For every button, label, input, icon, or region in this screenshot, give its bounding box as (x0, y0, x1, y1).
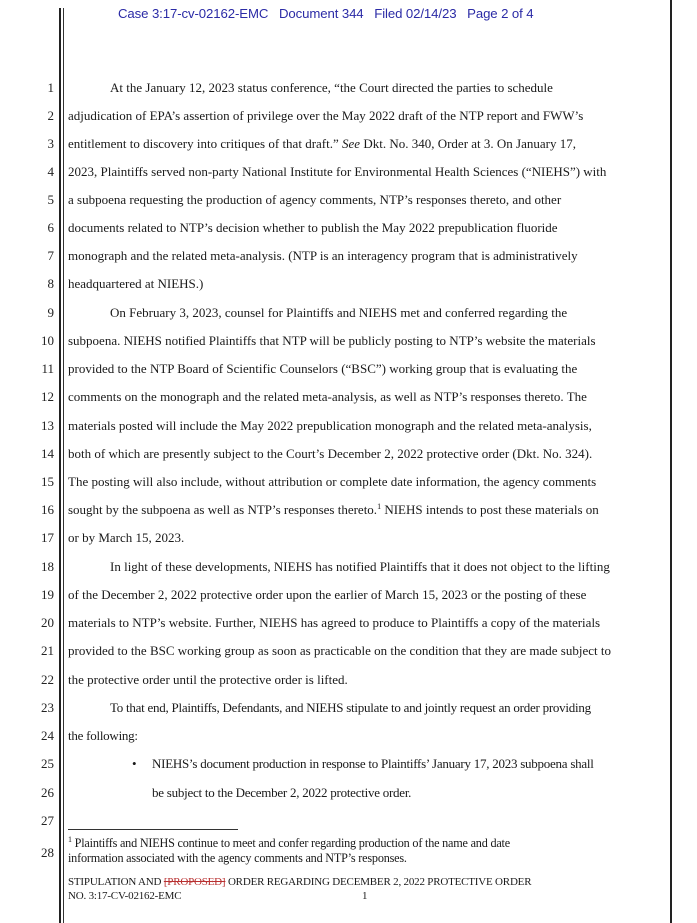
line-number: 4 (47, 164, 54, 179)
line-number: 21 (41, 643, 54, 658)
line-number: 25 (41, 756, 54, 771)
body-line: the protective order until the protective order is lifted. (68, 672, 348, 687)
footer-page-number: 1 (362, 890, 368, 902)
body-line: documents related to NTP’s decision whether to publish the May 2022 prepublication fluoride (68, 220, 558, 235)
line-number: 8 (47, 276, 54, 291)
line-number: 2 (47, 108, 54, 123)
body-line: On February 3, 2023, counsel for Plaintiffs and NIEHS met and conferred regarding the (110, 305, 568, 320)
filed-date: Filed 02/14/23 (374, 6, 457, 21)
body-line: comments on the monograph and the related meta-analysis, as well as NTP’s responses thereto. The (68, 389, 587, 404)
body-line: To that end, Plaintiffs, Defendants, and NIEHS stipulate to and jointly request an order providing (110, 700, 591, 715)
line-number: 10 (41, 333, 54, 348)
case-number: Case 3:17-cv-02162-EMC (118, 6, 269, 21)
right-margin-rule (670, 0, 672, 923)
bullet-icon: • (132, 756, 137, 771)
body-line: materials posted will include the May 2022 prepublication monograph and the related meta-analysis, (68, 418, 592, 433)
bullet-item-line: NIEHS’s document production in response to Plaintiffs’ January 17, 2023 subpoena shall (152, 756, 594, 771)
line-number: 24 (41, 728, 54, 743)
body-line: of the December 2, 2022 protective order upon the earlier of March 15, 2023 or the posting of these (68, 587, 587, 602)
footnote-text: Plaintiffs and NIEHS continue to meet and confer regarding production of the name and date (71, 836, 510, 850)
line-number: 22 (41, 672, 54, 687)
footer-title-text: ORDER REGARDING DECEMBER 2, 2022 PROTECTIVE ORDER (225, 876, 532, 888)
body-line: monograph and the related meta-analysis. (NTP is an interagency program that is administratively (68, 248, 578, 263)
line-number: 1 (47, 80, 54, 95)
page-indicator: Page 2 of 4 (467, 6, 534, 21)
bullet-item-line: be subject to the December 2, 2022 protective order. (152, 785, 412, 800)
footer-title-text: STIPULATION AND (68, 876, 164, 888)
body-line: At the January 12, 2023 status conference, “the Court directed the parties to schedule (110, 80, 553, 95)
footer-case-number: NO. 3:17-CV-02162-EMC (68, 890, 182, 902)
line-number: 28 (41, 845, 54, 860)
body-line: The posting will also include, without attribution or complete date information, the agency comments (68, 474, 597, 489)
citation-signal: See (342, 136, 361, 151)
line-number: 14 (41, 446, 54, 461)
line-number: 17 (41, 530, 54, 545)
line-number: 19 (41, 587, 54, 602)
line-number: 13 (41, 418, 54, 433)
line-number: 11 (41, 361, 54, 376)
line-number: 26 (41, 785, 54, 800)
body-line: adjudication of EPA’s assertion of privilege over the May 2022 draft of the NTP report and FWW’s (68, 108, 584, 123)
footnote-marker: 1 (68, 835, 72, 844)
footnote-line (68, 835, 510, 851)
body-text: NIEHS intends to post these materials on (381, 502, 599, 517)
body-line: subpoena. NIEHS notified Plaintiffs that NTP will be publicly posting to NTP’s website the materials (68, 333, 596, 348)
line-number: 3 (47, 136, 54, 151)
body-line: or by March 15, 2023. (68, 530, 185, 545)
body-line: In light of these developments, NIEHS has notified Plaintiffs that it does not object to the lifting (110, 559, 610, 574)
left-margin-rule-inner (63, 8, 64, 923)
body-line: 2023, Plaintiffs served non-party National Institute for Environmental Health Sciences (“NIEHS”) with (68, 164, 607, 179)
body-line: materials to NTP’s website. Further, NIEHS has agreed to produce to Plaintiffs a copy of the materials (68, 615, 601, 630)
line-number: 27 (41, 813, 54, 828)
line-number: 12 (41, 389, 54, 404)
body-line (68, 502, 599, 518)
line-number: 15 (41, 474, 54, 489)
line-number: 20 (41, 615, 54, 630)
body-line: both of which are presently subject to the Court’s December 2, 2022 protective order (Dkt. No. 324). (68, 446, 593, 461)
line-number: 7 (47, 248, 54, 263)
case-header (118, 6, 534, 21)
body-line (68, 136, 576, 152)
line-number: 5 (47, 192, 54, 207)
body-text: Dkt. No. 340, Order at 3. On January 17, (360, 136, 576, 151)
line-number: 18 (41, 559, 54, 574)
body-line: provided to the BSC working group as soon as practicable on the condition that they are made subject to (68, 643, 611, 658)
footnote-line: information associated with the agency comments and NTP’s responses. (68, 851, 407, 865)
footnote-reference[interactable]: 1 (377, 502, 382, 511)
body-text: entitlement to discovery into critiques of that draft.” (68, 136, 343, 151)
footnote-separator (68, 829, 238, 830)
footer-title (68, 876, 531, 888)
body-text: sought by the subpoena as well as NTP’s responses thereto. (68, 502, 378, 517)
line-number: 9 (47, 305, 54, 320)
body-line: a subpoena requesting the production of agency comments, NTP’s responses thereto, and other (68, 192, 562, 207)
left-margin-rule (59, 8, 61, 923)
body-line: provided to the NTP Board of Scientific Counselors (“BSC”) working group that is evaluating the (68, 361, 578, 376)
struck-proposed-text: [PROPOSED] (163, 876, 226, 888)
body-line: headquartered at NIEHS.) (68, 276, 204, 291)
line-number: 23 (41, 700, 54, 715)
line-number: 6 (47, 220, 54, 235)
body-line: the following: (68, 728, 138, 743)
document-number: Document 344 (278, 6, 364, 21)
line-number: 16 (41, 502, 54, 517)
